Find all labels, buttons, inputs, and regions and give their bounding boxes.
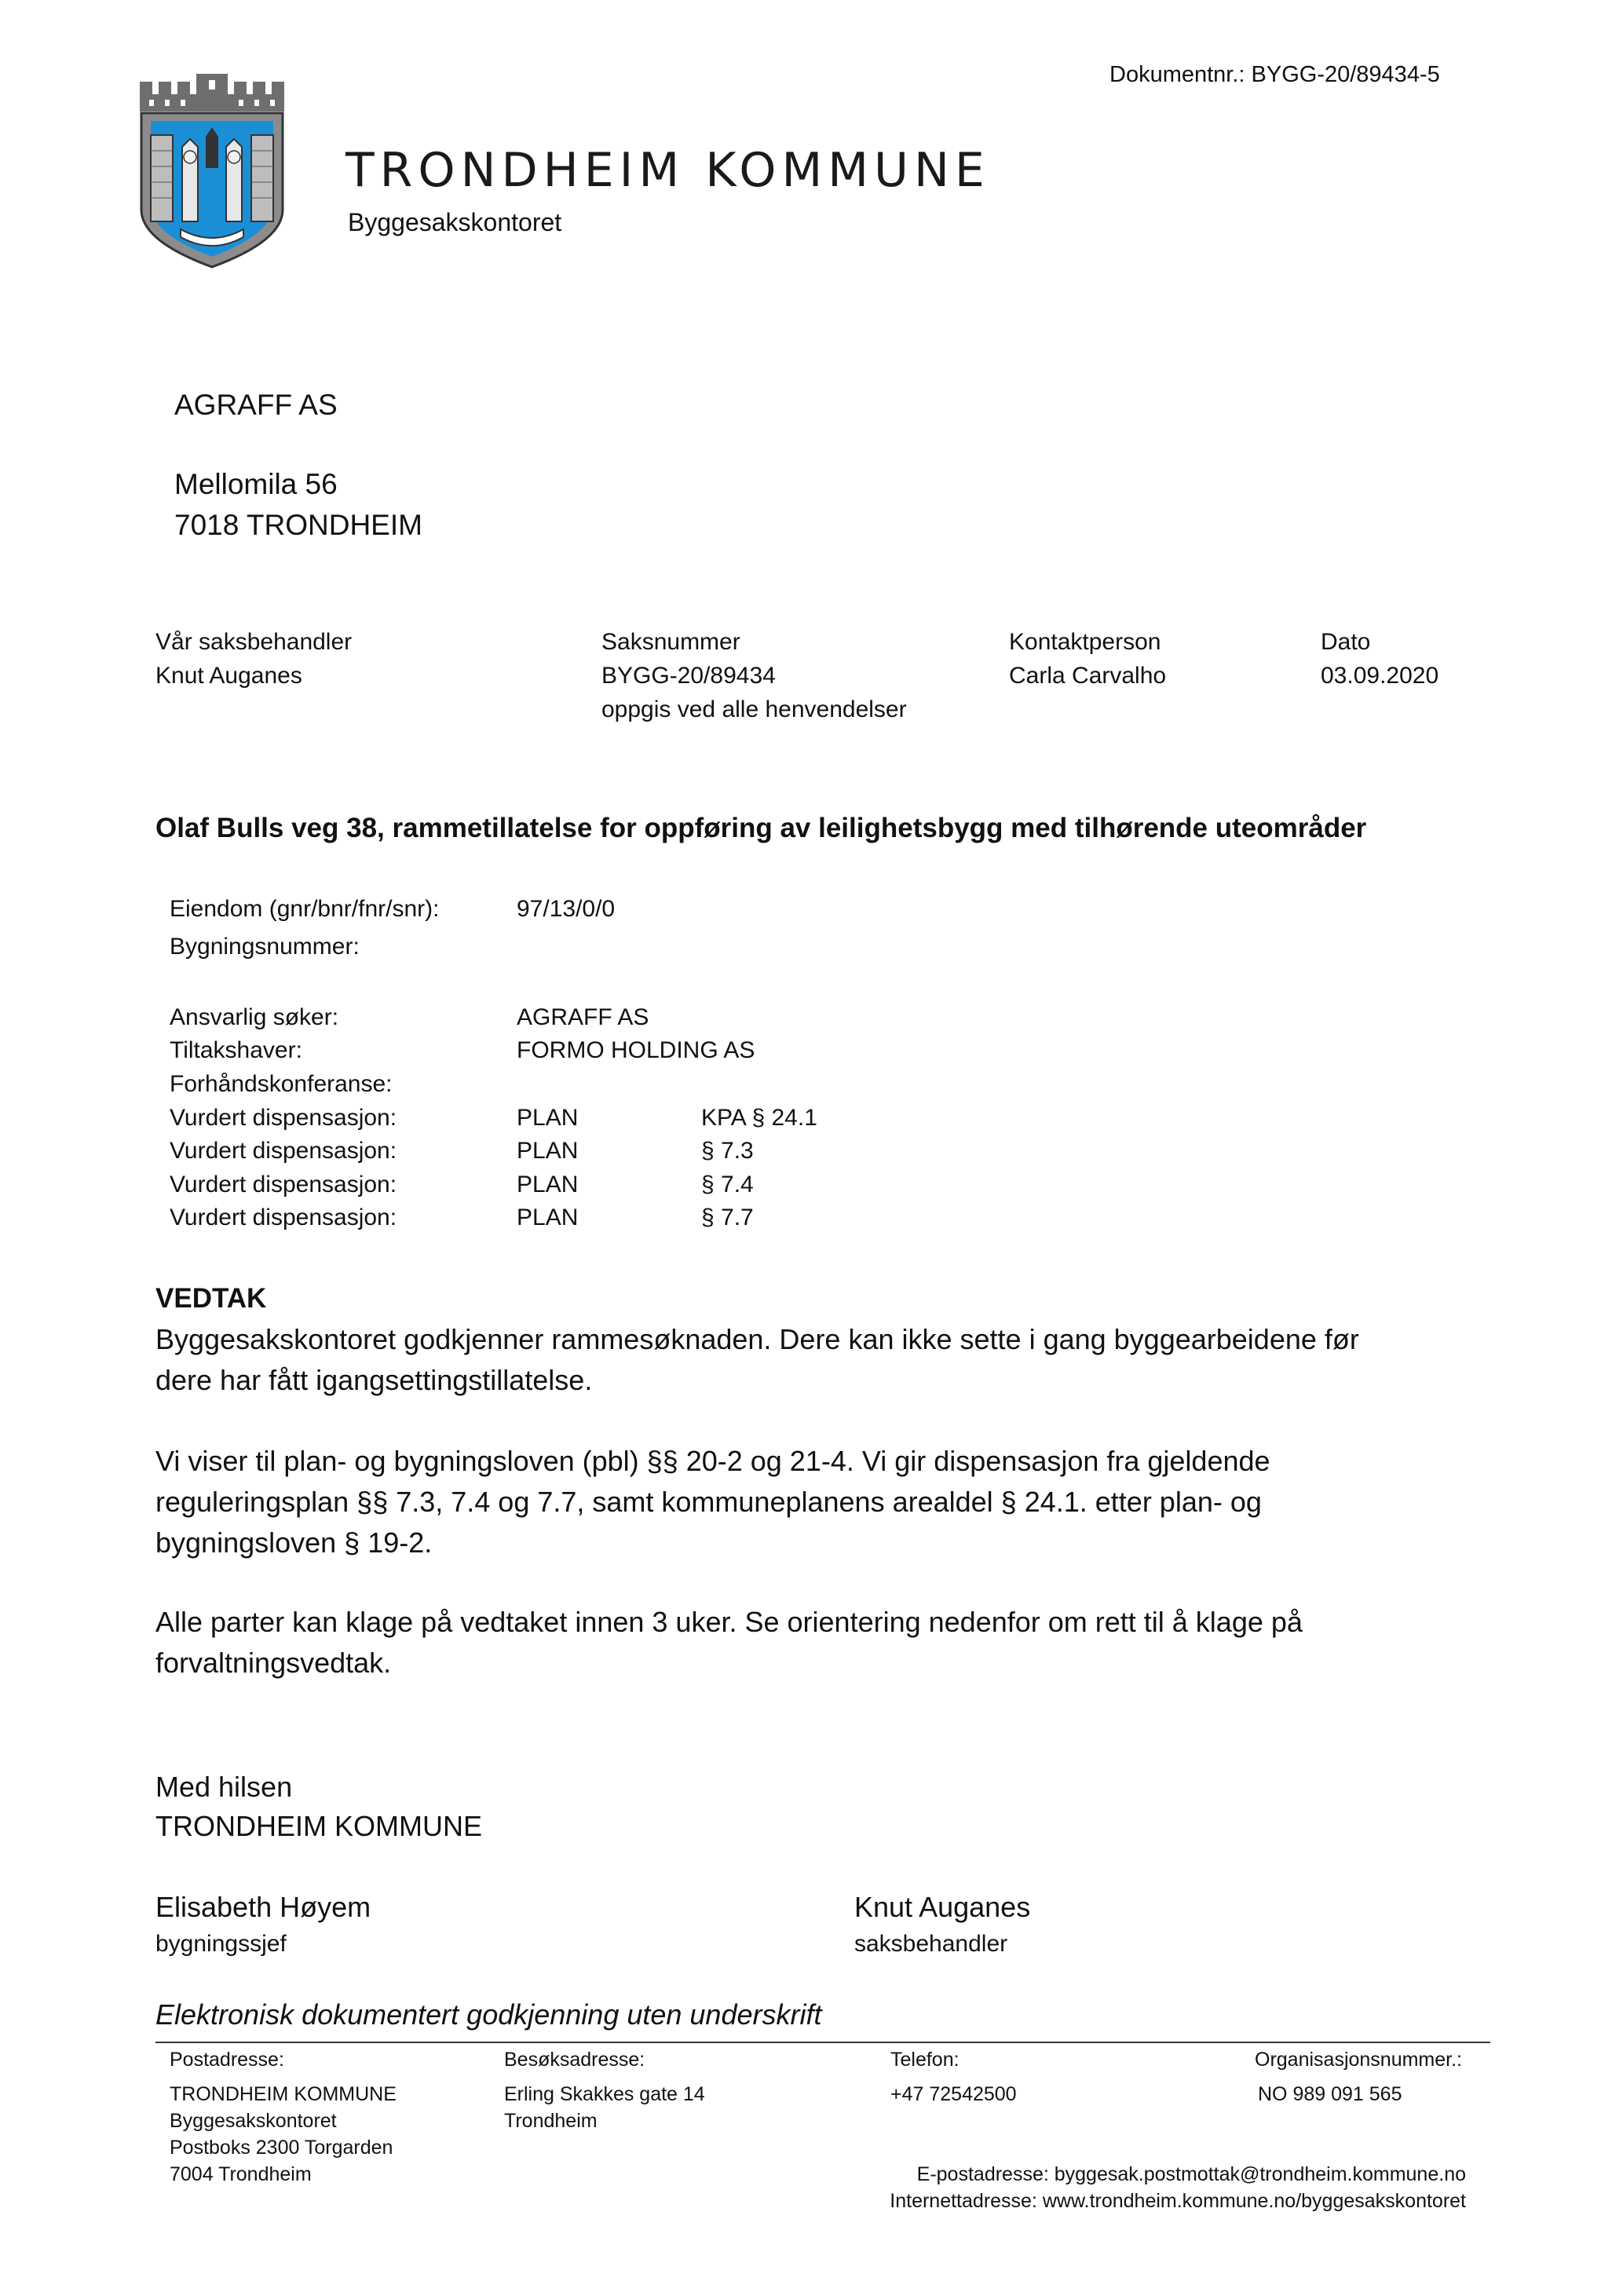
applicant-value: AGRAFF AS [517,1004,649,1030]
signer-2-title: saksbehandler [854,1931,1008,1957]
decision-heading: VEDTAK [155,1283,267,1314]
signer-2-name: Knut Auganes [854,1891,1031,1923]
developer-label: Tiltakshaver: [170,1037,302,1063]
footer-postal-line: Byggesakskontoret [170,2110,337,2132]
paragraph-line: forvaltningsvedtak. [155,1647,392,1679]
dispensation-label: Vurdert dispensasjon: [170,1105,397,1131]
dispensation-type: PLAN [517,1105,579,1131]
decision-paragraph-3 [155,1602,1490,1684]
trondheim-coat-of-arms-logo [133,72,291,269]
case-officer-label: Vår saksbehandler [155,629,353,655]
recipient-street: Mellomila 56 [174,468,338,500]
contact-label: Kontaktperson [1009,629,1161,655]
footer-org-number-value: NO 989 091 565 [1258,2083,1402,2105]
applicant-label: Ansvarlig søker: [170,1004,339,1030]
closing-organization: TRONDHEIM KOMMUNE [155,1810,482,1842]
case-number-label: Saksnummer [601,629,740,655]
case-number-value: BYGG-20/89434 [601,663,776,689]
contact-value: Carla Carvalho [1009,663,1167,689]
footer-divider [155,2042,1490,2043]
letter-subject: Olaf Bulls veg 38, rammetillatelse for oppføring av leilighetsbygg med tilhørende uteområder [155,813,1367,843]
electronic-approval-note: Elektronisk dokumentert godkjenning uten underskrift [155,1998,822,2031]
footer-postal-line: Postboks 2300 Torgarden [170,2137,393,2159]
dispensation-label: Vurdert dispensasjon: [170,1172,397,1197]
building-number-label: Bygningsnummer: [170,934,360,960]
footer-visit-line: Erling Skakkes gate 14 [504,2083,705,2105]
property-label: Eiendom (gnr/bnr/fnr/snr): [170,896,440,922]
footer-postal-line: 7004 Trondheim [170,2163,312,2185]
document-number: Dokumentnr.: BYGG-20/89434-5 [1109,62,1440,87]
recipient-name: AGRAFF AS [174,389,338,421]
dispensation-section: § 7.3 [701,1138,754,1164]
dispensation-section: § 7.7 [701,1205,754,1230]
dispensation-label: Vurdert dispensasjon: [170,1205,397,1230]
dispensation-label: Vurdert dispensasjon: [170,1138,397,1164]
date-label: Dato [1321,629,1371,655]
footer-phone-label: Telefon: [890,2049,960,2071]
signer-1-name: Elisabeth Høyem [155,1891,371,1923]
greeting: Med hilsen [155,1771,293,1803]
dispensation-section: § 7.4 [701,1172,754,1197]
footer-visit-label: Besøksadresse: [504,2049,645,2071]
department-name: Byggesakskontoret [348,208,562,236]
dispensation-type: PLAN [517,1205,579,1230]
dispensation-section: KPA § 24.1 [701,1105,817,1131]
paragraph-line: Alle parter kan klage på vedtaket innen 3 uker. Se orientering nedenfor om rett til å klage på [155,1606,1303,1638]
signer-1-title: bygningssjef [155,1931,287,1957]
dispensation-type: PLAN [517,1138,579,1164]
footer-email: E-postadresse: byggesak.postmottak@trondheim.kommune.no [916,2163,1466,2185]
case-number-note: oppgis ved alle henvendelser [601,696,907,722]
date-value: 03.09.2020 [1321,663,1439,689]
decision-paragraph-2 [155,1441,1490,1563]
organization-name: TRONDHEIM KOMMUNE [345,143,990,198]
footer-visit-line: Trondheim [504,2110,598,2132]
footer-postal-line: TRONDHEIM KOMMUNE [170,2083,397,2105]
footer-phone-value: +47 72542500 [890,2083,1017,2105]
case-officer-value: Knut Auganes [155,663,302,689]
footer-org-number-label: Organisasjonsnummer.: [1255,2049,1463,2071]
paragraph-line: Byggesakskontoret godkjenner rammesøknaden. Dere kan ikke sette i gang byggearbeidene før [155,1323,1359,1355]
recipient-postal: 7018 TRONDHEIM [174,509,422,541]
paragraph-line: dere har fått igangsettingstillatelse. [155,1364,593,1396]
paragraph-line: Vi viser til plan- og bygningsloven (pbl) §§ 20-2 og 21-4. Vi gir dispensasjon fra gjeldende [155,1445,1270,1477]
dispensation-type: PLAN [517,1172,579,1197]
decision-paragraph-1 [155,1319,1490,1401]
property-value: 97/13/0/0 [517,896,616,922]
paragraph-line: reguleringsplan §§ 7.3, 7.4 og 7.7, samt kommuneplanens arealdel § 24.1. etter plan- og [155,1486,1262,1518]
preconference-label: Forhåndskonferanse: [170,1071,393,1097]
footer-postal-label: Postadresse: [170,2049,284,2071]
paragraph-line: bygningsloven § 19-2. [155,1526,433,1559]
developer-value: FORMO HOLDING AS [517,1037,755,1063]
footer-website: Internettadresse: www.trondheim.kommune.no/byggesakskontoret [890,2190,1466,2212]
